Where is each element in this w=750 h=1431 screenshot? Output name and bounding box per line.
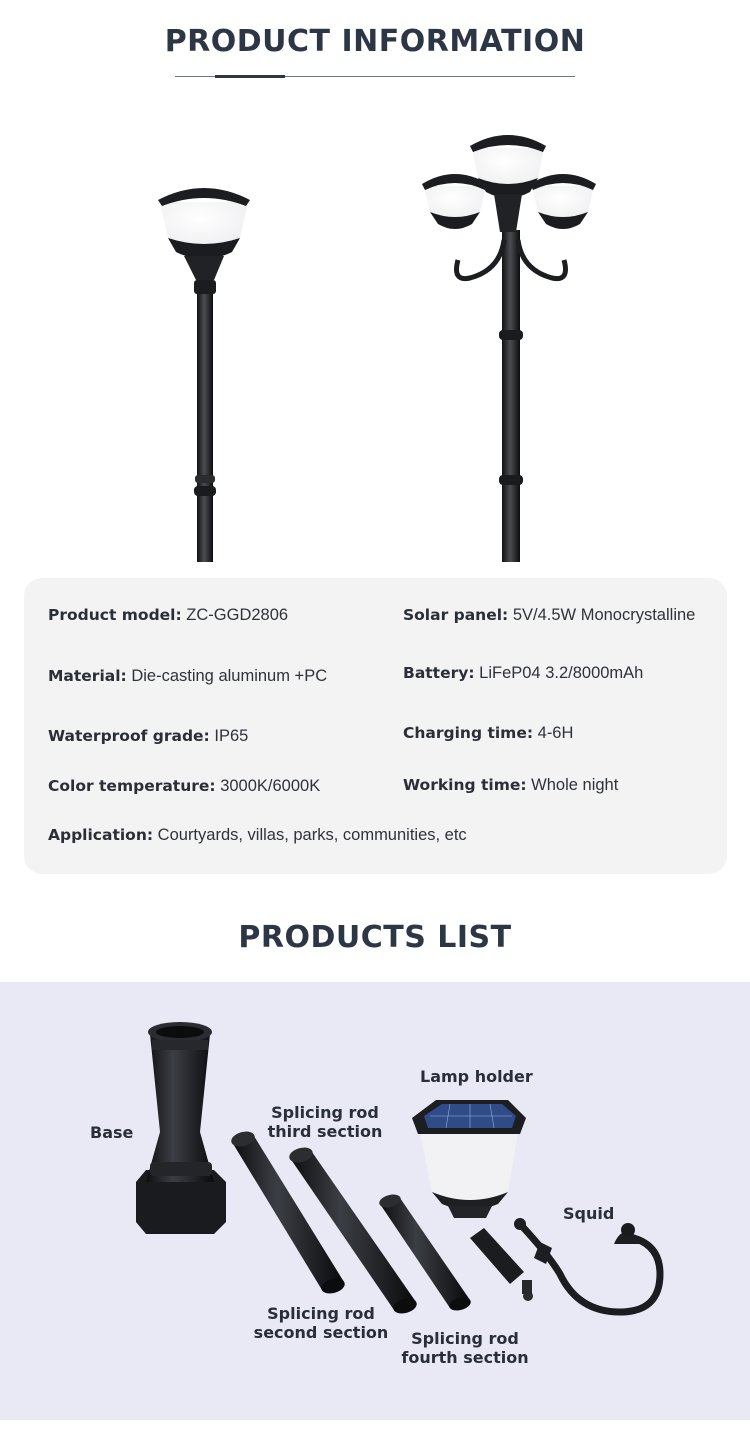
lamp-holder-part [412,1100,526,1218]
spec-panel [24,578,727,874]
single-head-lamp [158,188,250,562]
spec-product-model: Product model: ZC-GGD2806 [48,606,289,624]
lamp-photos [0,120,750,565]
spec-battery: Battery: LiFeP04 3.2/8000mAh [403,664,644,682]
spec-waterproof-grade: Waterproof grade: IP65 [48,727,249,745]
parts-panel [0,982,750,1420]
squid-part [514,1218,660,1312]
rod-third-section-label: Splicing rod third section [267,1103,383,1141]
title-divider-accent [215,75,285,78]
spec-charging-time: Charging time: 4-6H [403,724,574,742]
spec-color-temperature: Color temperature: 3000K/6000K [48,777,321,795]
spec-material: Material: Die-casting aluminum +PC [48,667,328,685]
products-list-title: PRODUCTS LIST [238,920,512,955]
rod-second-section-label: Splicing rod second section [253,1304,389,1342]
base-label: Base [90,1123,134,1142]
product-information-title: PRODUCT INFORMATION [164,24,586,59]
parts-illustration [0,982,750,1420]
rod-fourth-section-label: Splicing rod fourth section [401,1329,529,1367]
lamp-holder-label: Lamp holder [420,1067,533,1086]
base-part [136,1022,226,1234]
squid-label: Squid [563,1204,615,1223]
spec-working-time: Working time: Whole night [403,776,619,794]
triple-head-lamp [422,135,596,562]
connector-part [470,1228,533,1301]
spec-solar-panel: Solar panel: 5V/4.5W Monocrystalline [403,606,696,624]
spec-application: Application: Courtyards, villas, parks, communities, etc [48,826,467,844]
